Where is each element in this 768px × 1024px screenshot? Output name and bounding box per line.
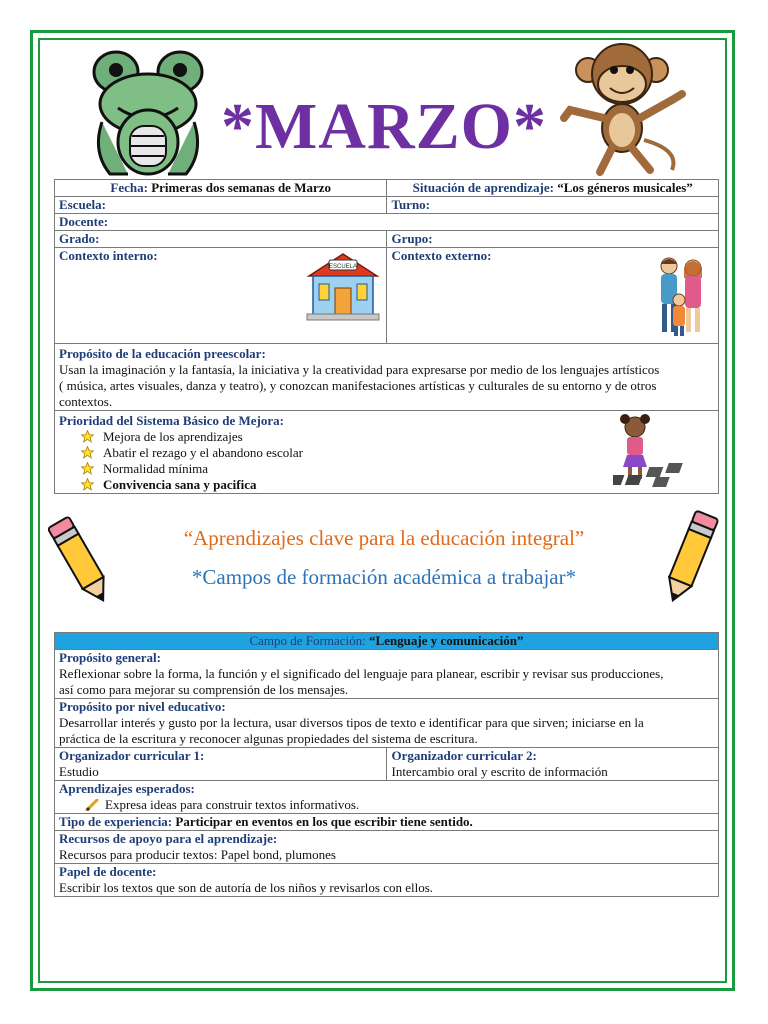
proposito-nivel-label: Propósito por nivel educativo: — [59, 699, 226, 714]
campos-heading: *Campos de formación académica a trabajar* — [191, 565, 577, 589]
list-item: Abatir el rezago y el abandono escolar — [81, 445, 714, 461]
star-bullet-icon — [81, 478, 94, 491]
list-item — [59, 797, 714, 813]
proposito-general-line-2: así como para mejorar su comprensión de los mensajes. — [59, 682, 349, 697]
row-grado — [55, 231, 719, 248]
situacion-value: “Los géneros musicales” — [557, 180, 693, 195]
list-item: Normalidad mínima — [81, 461, 714, 477]
escuela-label: Escuela: — [59, 197, 106, 212]
situacion-label: Situación de aprendizaje: — [412, 180, 554, 195]
proposito-nivel-line-1: Desarrollar interés y gusto por la lectura, usar diversos tipos de texto e identificar para que sirven; iniciarse en la — [59, 715, 644, 730]
row-aprendizajes — [55, 781, 719, 814]
row-tipo — [55, 814, 719, 831]
school-building-icon — [305, 252, 381, 322]
proposito-nivel-line-2: práctica de la escritura y reconocer algunas propiedades del sistema de escritura. — [59, 731, 478, 746]
turno-label: Turno: — [391, 197, 431, 212]
pencil-bullet-icon — [85, 799, 99, 811]
campo-table — [54, 632, 719, 897]
row-proposito — [55, 344, 719, 411]
star-bullet-icon — [81, 446, 94, 459]
row-proposito-general — [55, 650, 719, 699]
planning-table — [54, 179, 719, 494]
papel-value: Escribir los textos que son de autoría de los niños y revisarlos con ellos. — [59, 880, 434, 895]
aprendizajes-label: Aprendizajes esperados: — [59, 781, 195, 796]
proposito-label: Propósito de la educación preescolar: — [59, 346, 266, 361]
star-bullet-icon — [81, 462, 94, 475]
row-fecha — [55, 180, 719, 197]
family-icon — [653, 254, 711, 338]
papel-label: Papel de docente: — [59, 864, 157, 879]
school-sign-text: ESCUELA — [328, 264, 358, 270]
contexto-externo-label: Contexto externo: — [391, 248, 492, 263]
proposito-line-1: Usan la imaginación y la fantasía, la iniciativa y la creatividad para expresarse por medio de los lenguajes artísticos — [59, 362, 660, 377]
aprendizajes-heading: “Aprendizajes clave para la educación integral” — [183, 526, 585, 550]
proposito-line-3: contextos. — [59, 394, 113, 409]
row-contexto — [55, 248, 719, 344]
campo-header-label: Campo de Formación: — [249, 633, 366, 648]
recursos-value: Recursos para producir textos: Papel bond, plumones — [59, 847, 336, 862]
row-proposito-nivel — [55, 699, 719, 748]
row-organizadores — [55, 748, 719, 781]
row-campo-header — [55, 633, 719, 650]
page-title: *MARZO* — [221, 90, 547, 163]
row-prioridad — [55, 411, 719, 494]
pencil-right-icon — [658, 508, 724, 608]
organizador1-label: Organizador curricular 1: — [59, 748, 205, 763]
contexto-interno-label: Contexto interno: — [59, 248, 158, 263]
docente-label: Docente: — [59, 214, 109, 229]
campo-header-value: “Lenguaje y comunicación” — [368, 633, 524, 648]
list-item: Convivencia sana y pacifica — [81, 477, 714, 493]
row-escuela — [55, 197, 719, 214]
fecha-value: Primeras dos semanas de Marzo — [151, 180, 332, 195]
list-item: Mejora de los aprendizajes — [81, 429, 714, 445]
proposito-general-line-1: Reflexionar sobre la forma, la función y el significado del lenguaje para planear, escribir y revisar sus producciones, — [59, 666, 664, 681]
row-recursos — [55, 831, 719, 864]
tipo-label: Tipo de experiencia: — [59, 814, 173, 829]
row-papel — [55, 864, 719, 897]
row-docente — [55, 214, 719, 231]
fecha-label: Fecha: — [110, 180, 148, 195]
tipo-value: Participar en eventos en los que escribir tiene sentido. — [175, 814, 473, 829]
organizador2-label: Organizador curricular 2: — [391, 748, 537, 763]
grado-label: Grado: — [59, 231, 100, 246]
star-bullet-icon — [81, 430, 94, 443]
aprendizaje-item: Expresa ideas para construir textos informativos. — [105, 797, 360, 812]
organizador1-value: Estudio — [59, 764, 99, 779]
prioridad-label: Prioridad del Sistema Básico de Mejora: — [59, 413, 284, 428]
proposito-general-label: Propósito general: — [59, 650, 161, 665]
recursos-label: Recursos de apoyo para el aprendizaje: — [59, 831, 278, 846]
girl-hopscotch-icon — [613, 413, 713, 489]
proposito-line-2: ( música, artes visuales, danza y teatro), y conozcan manifestaciones artísticas y culturales de su entorno y de otros — [59, 378, 657, 393]
grupo-label: Grupo: — [391, 231, 433, 246]
organizador2-value: Intercambio oral y escrito de información — [391, 764, 608, 779]
